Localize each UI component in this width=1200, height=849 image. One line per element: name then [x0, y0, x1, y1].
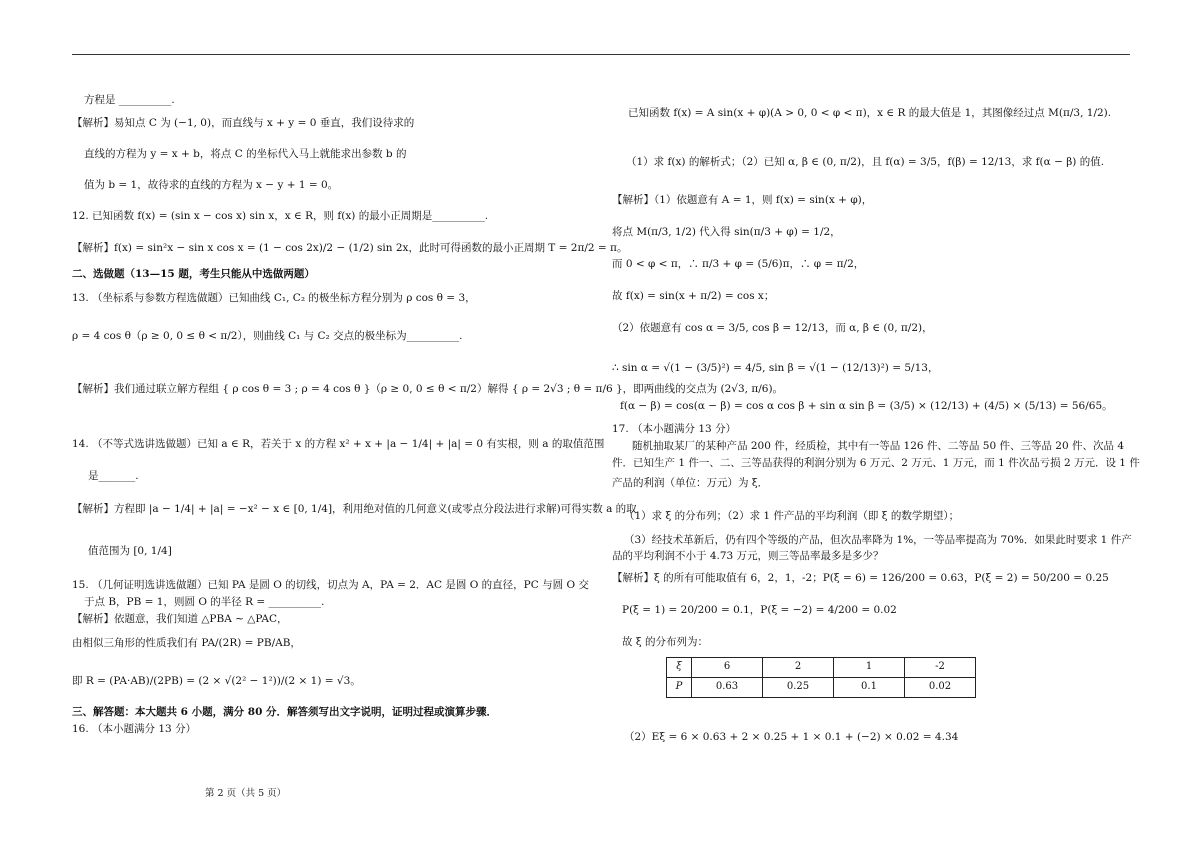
text-line: ∴ sin α = √(1 − (3/5)²) = 4/5, sin β = √(1 − (12/13)²) = 5/13，: [612, 362, 939, 374]
text-line: 是_______.: [88, 470, 139, 482]
text-line: 【解析】方程即 |a − 1/4| + |a| = −x² − x ∈ [0, 1/4]，利用绝对值的几何意义(或零点分段法进行求解)可得实数 a 的取: [72, 503, 637, 515]
text-line: 【解析】ξ 的所有可能取值有 6，2，1，-2；P(ξ = 6) = 126/200 = 0.63，P(ξ = 2) = 50/200 = 0.25: [612, 572, 1109, 584]
text-line: 【解析】f(x) = sin²x − sin x cos x = (1 − cos 2x)/2 − (1/2) sin 2x，此时可得函数的最小正周期 T = 2π/2 = π。: [72, 242, 628, 254]
table-row: [667, 658, 976, 678]
text-line: 随机抽取某厂的某种产品 200 件，经质检，其中有一等品 126 件、二等品 50 件、三等品 20 件、次品 4: [632, 440, 1125, 452]
text-line: 值为 b = 1，故待求的直线的方程为 x − y + 1 = 0。: [84, 179, 339, 191]
text-line: 件．已知生产 1 件一、二、三等品获得的利润分别为 6 万元、2 万元、1 万元，而 1 件次品亏损 2 万元．设 1 件: [612, 457, 1140, 469]
table-row: [667, 678, 976, 698]
table-cell: 6: [692, 658, 763, 678]
section-heading: 三、解答题：本大题共 6 小题，满分 80 分．解答须写出文字说明，证明过程或演算步骤．: [72, 706, 498, 718]
text-line: 方程是 __________.: [84, 94, 175, 106]
text-line: 于点 B，PB = 1，则圆 O 的半径 R = __________.: [84, 596, 325, 608]
text-line: 值范围为 [0, 1/4]: [88, 545, 172, 557]
table-cell: -2: [905, 658, 976, 678]
text-line: 17. （本小题满分 13 分）: [612, 423, 737, 435]
text-line: 由相似三角形的性质我们有 PA/(2R) = PB/AB，: [72, 637, 301, 649]
text-line: 13. （坐标系与参数方程选做题）已知曲线 C₁, C₂ 的极坐标方程分别为 ρ cos θ = 3，: [72, 292, 476, 304]
table-cell: 2: [763, 658, 834, 678]
table-cell: 0.25: [763, 678, 834, 698]
text-line: 产品的利润（单位：万元）为 ξ．: [612, 477, 769, 489]
text-line: 直线的方程为 y = x + b，将点 C 的坐标代入马上就能求出参数 b 的: [84, 148, 407, 160]
table-cell: 0.02: [905, 678, 976, 698]
table-cell: ξ: [667, 658, 692, 678]
table-cell: 0.63: [692, 678, 763, 698]
text-line: 12. 已知函数 f(x) = (sin x − cos x) sin x，x ∈ R，则 f(x) 的最小正周期是__________.: [72, 210, 489, 222]
text-line: P(ξ = 1) = 20/200 = 0.1，P(ξ = −2) = 4/200 = 0.02: [622, 604, 897, 616]
text-line: 【解析】我们通过联立解方程组 { ρ cos θ = 3 ; ρ = 4 cos θ }（ρ ≥ 0, 0 ≤ θ < π/2）解得 { ρ = 2√3 ; θ = π/6 }，即两曲线的交点为 (2√3, π/6)。: [72, 383, 784, 395]
text-line: 15. （几何证明选讲选做题）已知 PA 是圆 O 的切线，切点为 A，PA = 2．AC 是圆 O 的直径，PC 与圆 O 交: [72, 579, 589, 591]
text-line: 16. （本小题满分 13 分）: [72, 723, 197, 735]
text-line: 【解析】依题意，我们知道 △PBA ∼ △PAC，: [72, 613, 288, 625]
table-cell: 1: [834, 658, 905, 678]
header-rule: [72, 54, 1130, 55]
page-footer: 第 2 页（共 5 页）: [205, 788, 287, 799]
text-line: 品的平均利润不小于 4.73 万元，则三等品率最多是多少？: [612, 550, 884, 562]
text-line: 【解析】（1）依题意有 A = 1，则 f(x) = sin(x + φ)，: [612, 194, 873, 206]
text-line: （1）求 f(x) 的解析式；（2）已知 α, β ∈ (0, π/2)，且 f(α) = 3/5，f(β) = 12/13，求 f(α − β) 的值.: [626, 156, 1105, 168]
text-line: 即 R = (PA·AB)/(2PB) = (2 × √(2² − 1²))/(2 × 1) = √3。: [72, 675, 361, 687]
text-line: （1）求 ξ 的分布列；（2）求 1 件产品的平均利润（即 ξ 的数学期望）；: [624, 510, 960, 522]
text-line: ρ = 4 cos θ（ρ ≥ 0, 0 ≤ θ < π/2），则曲线 C₁ 与 C₂ 交点的极坐标为__________.: [72, 330, 463, 342]
text-line: 故 f(x) = sin(x + π/2) = cos x；: [612, 290, 775, 302]
text-line: （2）依题意有 cos α = 3/5, cos β = 12/13，而 α, β ∈ (0, π/2)，: [612, 322, 933, 334]
section-heading: 二、选做题（13—15 题，考生只能从中选做两题）: [72, 268, 315, 280]
text-line: f(α − β) = cos(α − β) = cos α cos β + sin α sin β = (3/5) × (12/13) + (4/5) × (5/13) = 56/65。: [620, 400, 1113, 412]
text-line: 已知函数 f(x) = A sin(x + φ)(A > 0, 0 < φ < π)，x ∈ R 的最大值是 1，其图像经过点 M(π/3, 1/2).: [628, 107, 1112, 119]
text-line: 故 ξ 的分布列为：: [622, 636, 708, 648]
text-line: 而 0 < φ < π，∴ π/3 + φ = (5/6)π，∴ φ = π/2，: [612, 258, 865, 270]
table-cell: 0.1: [834, 678, 905, 698]
text-line: （2）Eξ = 6 × 0.63 + 2 × 0.25 + 1 × 0.1 + (−2) × 0.02 = 4.34: [624, 731, 959, 743]
text-line: 将点 M(π/3, 1/2) 代入得 sin(π/3 + φ) = 1/2，: [612, 226, 841, 238]
text-line: （3）经技术革新后，仍有四个等级的产品，但次品率降为 1%，一等品率提高为 70%．如果此时要求 1 件产: [624, 534, 1132, 546]
text-line: 14. （不等式选讲选做题）已知 a ∈ R，若关于 x 的方程 x² + x + |a − 1/4| + |a| = 0 有实根，则 a 的取值范围: [72, 438, 605, 450]
text-line: 【解析】易知点 C 为 (−1, 0)，而直线与 x + y = 0 垂直，我们设待求的: [72, 117, 415, 129]
distribution-table: [666, 657, 976, 698]
table-cell: P: [667, 678, 692, 698]
